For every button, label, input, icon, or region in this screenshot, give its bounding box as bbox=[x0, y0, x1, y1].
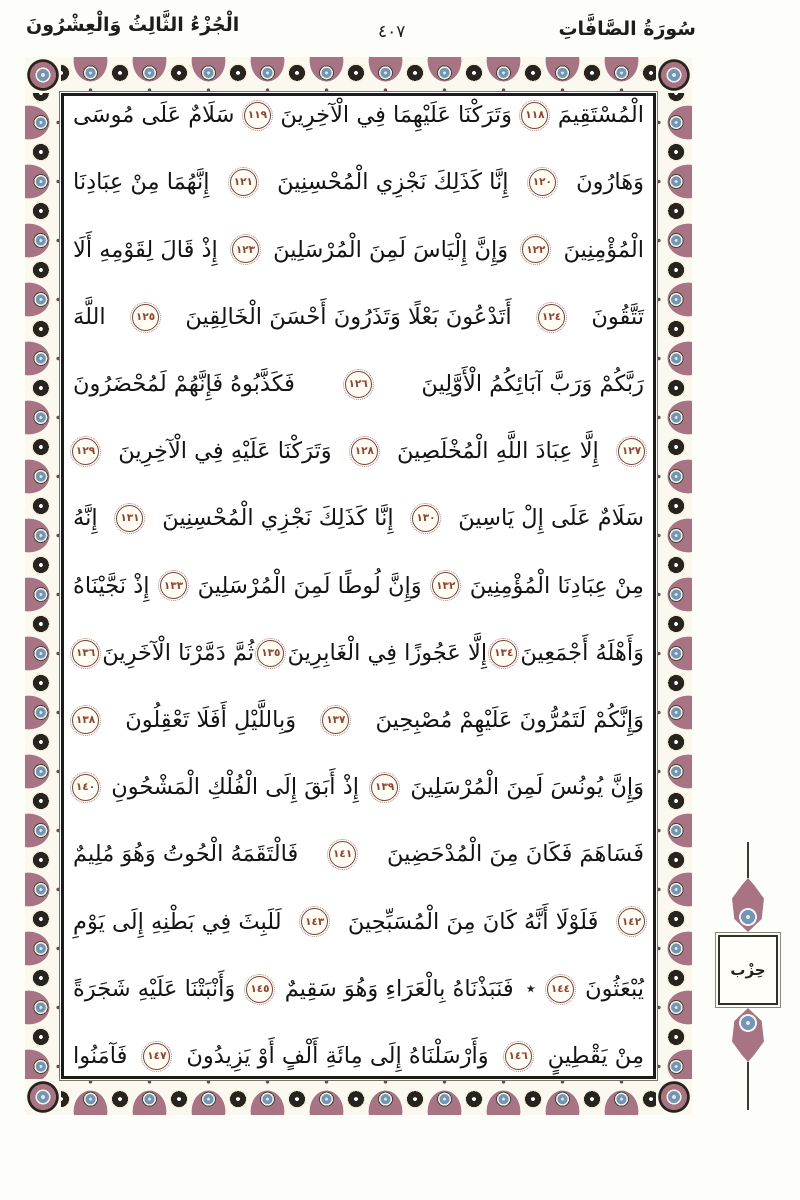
verse-text: فَسَاهَمَ فَكَانَ مِنَ الْمُدْحَضِينَ bbox=[387, 841, 644, 868]
ayah-marker: ١٣٤ bbox=[490, 640, 517, 667]
verse-text: مِنْ يَقْطِينٍ bbox=[547, 1043, 644, 1070]
ayah-marker: ١٤٣ bbox=[301, 908, 328, 935]
ayah-marker: ١٢٢ bbox=[522, 236, 549, 263]
border-ornament-bottom bbox=[61, 1079, 656, 1115]
ayah-marker: ١٣٠ bbox=[412, 505, 439, 532]
quran-line bbox=[72, 572, 645, 599]
verse-text: رَبَّكُمْ وَرَبَّ آبَائِكُمُ الْأَوَّلِينَ bbox=[421, 371, 644, 398]
verse-text: تَتَّقُونَ bbox=[591, 303, 644, 330]
verse-text: إِذْ أَبَقَ إِلَى الْفُلْكِ الْمَشْحُونِ bbox=[111, 774, 359, 801]
quran-text-block bbox=[72, 102, 645, 1070]
verse-text: إِذْ نَجَّيْنَاهُ bbox=[73, 572, 150, 599]
verse-text: وَتَرَكْنَا عَلَيْهِمَا فِي الْآخِرِينَ bbox=[280, 102, 512, 129]
corner-rosette-icon bbox=[25, 57, 61, 93]
verse-text: وَهَارُونَ bbox=[576, 169, 644, 196]
border-ornament-right bbox=[656, 93, 692, 1079]
verse-text: فَكَذَّبُوهُ فَإِنَّهُمْ لَمُحْضَرُونَ bbox=[73, 371, 295, 398]
verse-text: إِلَّا عِبَادَ اللَّهِ الْمُخْلَصِينَ bbox=[397, 438, 599, 465]
verse-text: إِذْ قَالَ لِقَوْمِهِ أَلَا bbox=[73, 236, 218, 263]
quran-line bbox=[72, 976, 645, 1003]
quran-line bbox=[72, 102, 645, 129]
verse-text: أَتَدْعُونَ بَعْلًا وَتَذَرُونَ أَحْسَنَ الْخَالِقِينَ bbox=[185, 303, 512, 330]
ayah-marker: ١٣٢ bbox=[432, 572, 459, 599]
border-ornament-top bbox=[61, 57, 656, 93]
ayah-marker: ١١٨ bbox=[521, 102, 548, 129]
verse-text: وَتَرَكْنَا عَلَيْهِ فِي الْآخِرِينَ bbox=[118, 438, 332, 465]
ayah-marker: ١٣٧ bbox=[322, 707, 349, 734]
ayah-marker: ١٢٦ bbox=[345, 371, 372, 398]
quran-line bbox=[72, 371, 645, 398]
surah-title: سُورَةُ الصَّافَّاتِ bbox=[558, 18, 696, 40]
ayah-marker: ١٢٣ bbox=[232, 236, 259, 263]
ornament-stem bbox=[747, 842, 749, 878]
verse-text: سَلَامٌ عَلَى إِلْ يَاسِينَ bbox=[458, 505, 644, 532]
ayah-marker: ١٢٩ bbox=[72, 438, 99, 465]
ayah-marker: ١٢٧ bbox=[618, 438, 645, 465]
quran-line bbox=[72, 774, 645, 801]
quran-line bbox=[72, 1043, 645, 1070]
finial-flower-icon bbox=[729, 1008, 767, 1062]
quran-line bbox=[72, 640, 645, 667]
hizb-cartouche bbox=[718, 935, 778, 1005]
verse-text: إِنَّهُ bbox=[73, 505, 98, 532]
ayah-marker: ١٣٣ bbox=[160, 572, 187, 599]
ayah-marker: ١٤٥ bbox=[246, 976, 273, 1003]
corner-rosette-icon bbox=[656, 57, 692, 93]
verse-text: فَنَبَذْنَاهُ بِالْعَرَاءِ وَهُوَ سَقِيمٌ bbox=[284, 975, 514, 1002]
corner-rosette-icon bbox=[656, 1079, 692, 1115]
verse-text: فَالْتَقَمَهُ الْحُوتُ وَهُوَ مُلِيمٌ bbox=[73, 841, 299, 868]
ayah-marker: ١٢٥ bbox=[132, 304, 159, 331]
quran-line bbox=[72, 505, 645, 532]
ayah-marker: ١١٩ bbox=[244, 102, 271, 129]
verse-text: لَلَبِثَ فِي بَطْنِهِ إِلَى يَوْمِ bbox=[73, 908, 282, 935]
ayah-marker: ١٤٠ bbox=[72, 774, 99, 801]
verse-text: فَآمَنُوا bbox=[73, 1043, 128, 1070]
corner-rosette-icon bbox=[25, 1079, 61, 1115]
ayah-marker: ١٤٧ bbox=[143, 1043, 170, 1070]
ayah-marker: ١٣٦ bbox=[72, 640, 99, 667]
ayah-marker: ١٣٨ bbox=[72, 707, 99, 734]
verse-text: وَإِنَّ لُوطًا لَمِنَ الْمُرْسَلِينَ bbox=[197, 572, 422, 599]
quran-line bbox=[72, 707, 645, 734]
verse-text: إِنَّا كَذَلِكَ نَجْزِي الْمُحْسِنِينَ bbox=[277, 169, 509, 196]
verse-text: وَبِاللَّيْلِ أَفَلَا تَعْقِلُونَ bbox=[125, 707, 297, 734]
verse-text: فَلَوْلَا أَنَّهُ كَانَ مِنَ الْمُسَبِّحِينَ bbox=[347, 908, 599, 935]
verse-text: وَأَرْسَلْنَاهُ إِلَى مِائَةِ أَلْفٍ أَوْ يَزِيدُونَ bbox=[186, 1043, 489, 1070]
ayah-marker: ١٢٠ bbox=[529, 169, 556, 196]
finial-flower-icon bbox=[729, 878, 767, 932]
verse-text: مِنْ عِبَادِنَا الْمُؤْمِنِينَ bbox=[469, 572, 644, 599]
ayah-marker: ١٤٤ bbox=[547, 976, 574, 1003]
border-ornament-left bbox=[25, 93, 61, 1079]
text-panel bbox=[61, 93, 656, 1079]
verse-text: يُبْعَثُونَ bbox=[585, 975, 644, 1002]
quran-line bbox=[72, 304, 645, 331]
quran-line bbox=[72, 438, 645, 465]
ayah-marker: ١٣١ bbox=[116, 505, 143, 532]
hizb-margin-ornament bbox=[719, 842, 777, 1118]
ayah-marker: ١٤١ bbox=[329, 841, 356, 868]
quran-line bbox=[72, 169, 645, 196]
verse-text: الْمُؤْمِنِينَ bbox=[563, 236, 644, 263]
quran-line bbox=[72, 236, 645, 263]
hizb-star-icon: ٭ bbox=[525, 978, 536, 1000]
ayah-marker: ١٣٥ bbox=[257, 640, 284, 667]
verse-text: إِنَّا كَذَلِكَ نَجْزِي الْمُحْسِنِينَ bbox=[162, 505, 394, 532]
ayah-marker: ١٤٦ bbox=[505, 1043, 532, 1070]
verse-text: سَلَامٌ عَلَى مُوسَى bbox=[73, 102, 235, 129]
verse-text: وَإِنَّ إِلْيَاسَ لَمِنَ الْمُرْسَلِينَ bbox=[273, 236, 509, 263]
verse-text: ثُمَّ دَمَّرْنَا الْآخَرِينَ bbox=[102, 639, 255, 666]
verse-text: إِنَّهُمَا مِنْ عِبَادِنَا bbox=[73, 169, 210, 196]
ayah-marker: ١٤٢ bbox=[618, 908, 645, 935]
ayah-marker: ١٣٩ bbox=[371, 774, 398, 801]
ayah-marker: ١٢١ bbox=[230, 169, 257, 196]
verse-text: اللَّهَ bbox=[73, 303, 106, 330]
decorative-frame bbox=[25, 57, 692, 1115]
page-number: ٤٠٧ bbox=[378, 22, 406, 42]
quran-line bbox=[72, 841, 645, 868]
verse-text: وَأَنْبَتْنَا عَلَيْهِ شَجَرَةً bbox=[73, 975, 236, 1002]
ornament-stem bbox=[747, 1062, 749, 1110]
quran-line bbox=[72, 908, 645, 935]
hizb-label: حِزْب bbox=[730, 961, 766, 979]
verse-text: وَأَهْلَهُ أَجْمَعِينَ bbox=[520, 639, 644, 666]
ayah-marker: ١٢٨ bbox=[351, 438, 378, 465]
verse-text: وَإِنَّ يُونُسَ لَمِنَ الْمُرْسَلِينَ bbox=[410, 774, 644, 801]
verse-text: إِلَّا عَجُوزًا فِي الْغَابِرِينَ bbox=[287, 639, 488, 666]
verse-text: وَإِنَّكُمْ لَتَمُرُّونَ عَلَيْهِمْ مُصْبِحِينَ bbox=[375, 707, 644, 734]
juz-title: الْجُزْءُ الثَّالِثُ وَالْعِشْرُونَ bbox=[26, 14, 240, 36]
verse-text: الْمُسْتَقِيمَ bbox=[557, 102, 644, 129]
ayah-marker: ١٢٤ bbox=[538, 304, 565, 331]
